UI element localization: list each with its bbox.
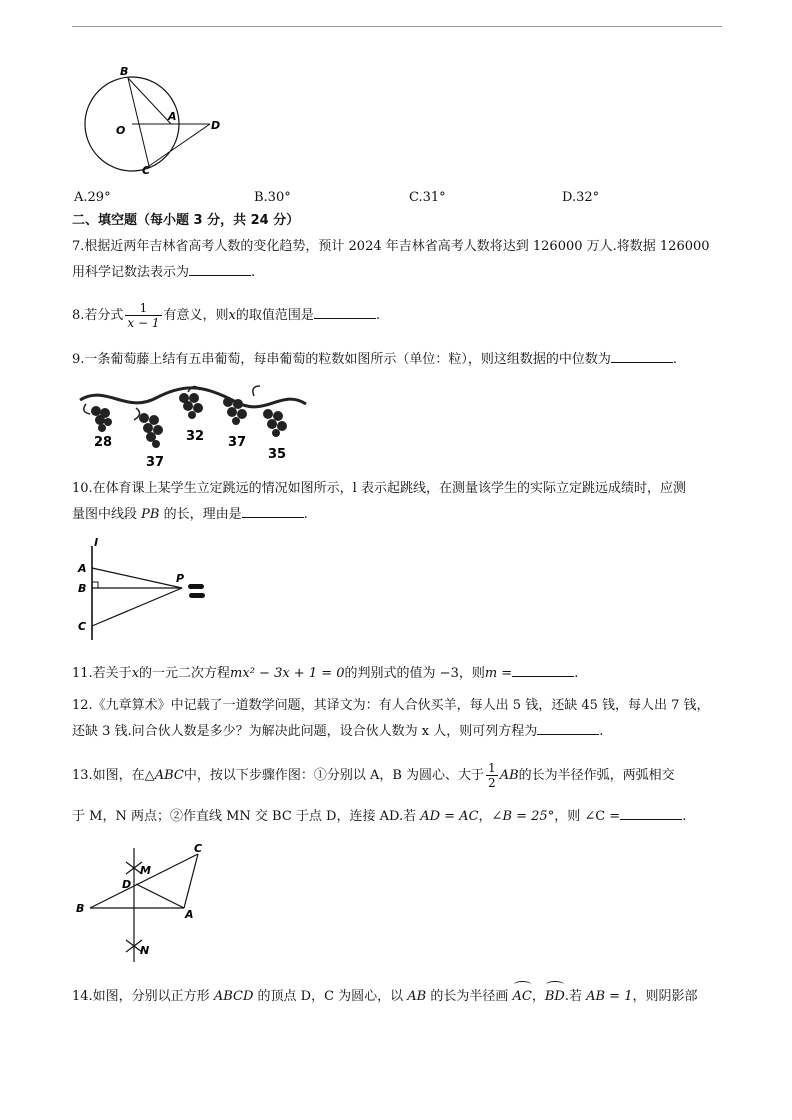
q11-answer-blank [512, 676, 574, 677]
q11-line: 11.若关于x的一元二次方程mx² − 3x + 1 = 0的判别式的值为 −3，则m = . [72, 666, 579, 681]
fig1-label-d: D [211, 119, 221, 132]
fig1-label-b: B [120, 65, 129, 78]
arc-bd: BD [545, 986, 565, 1008]
q10-line2: 量图中线段 PB 的长，理由是 . [72, 507, 308, 522]
fig4-label-d: D [122, 878, 132, 891]
q10-answer-blank [242, 517, 304, 518]
q8-line: 8.若分式 $\frac{1}{x - 1}$ 有意义，则x的取值范围是 . [72, 301, 381, 330]
fig4-label-c: C [194, 842, 203, 855]
segment-da [136, 884, 184, 908]
q9-answer-blank [611, 362, 673, 363]
grape-count-4: 37 [228, 435, 247, 450]
q9-line: 9.一条葡萄藤上结有五串葡萄，每串葡萄的粒数如图所示（单位：粒），则这组数据的中位数为 . [72, 352, 678, 367]
q7-line1: 7.根据近两年吉林省高考人数的变化趋势，预计 2024 年吉林省高考人数将达到 126000 万人.将数据 126000 [72, 239, 710, 254]
grape-count-5: 35 [268, 447, 287, 462]
option-c: C.31° [409, 190, 446, 205]
header-rule [72, 26, 722, 27]
long-jump-figure [72, 536, 222, 644]
segment-cd [149, 124, 210, 166]
q13-answer-blank [620, 819, 682, 820]
fig1-label-c: C [142, 164, 151, 174]
fig4-label-n: N [140, 944, 150, 957]
q7-line2: 用科学记数法表示为 . [72, 265, 256, 280]
q10-line1: 10.在体育课上某学生立定跳远的情况如图所示，l 表示起跳线，在测量该学生的实际立定跳远成绩时，应测 [72, 481, 686, 496]
segment-pc [92, 588, 182, 626]
q13-line1: 13.如图，在△ABC中，按以下步骤作图：①分别以 A，B 为圆心、大于 $\frac{1}{2}$ AB的长为半径作弧，两弧相交 [72, 761, 675, 790]
q8-answer-blank [314, 318, 376, 319]
q12-answer-blank [537, 734, 599, 735]
footprint-2 [189, 593, 205, 598]
section-heading: 二、填空题（每小题 3 分，共 24 分） [72, 213, 300, 228]
grape-vine-figure [76, 378, 312, 470]
q8-fraction: $\frac{1}{x - 1}$ [127, 301, 160, 330]
option-b: B.30° [254, 190, 291, 205]
segment-bc [90, 854, 198, 908]
fig4-label-m: M [140, 864, 151, 877]
fig3-label-c: C [78, 620, 87, 633]
option-a: A.29° [74, 190, 111, 205]
q14-line: 14.如图，分别以正方形 ABCD 的顶点 D，C 为圆心，以 AB 的长为半径画 AC，BD.若 AB = 1，则阴影部 [72, 986, 722, 1008]
grape-bunch-3 [179, 393, 203, 419]
grape-count-3: 32 [186, 429, 205, 444]
fig4-label-b: B [76, 902, 85, 915]
footprint-1 [188, 584, 204, 589]
grape-bunch-5 [263, 409, 287, 437]
segment-ba [128, 78, 171, 124]
right-angle-mark [92, 582, 98, 588]
circle-tangent-figure [76, 62, 226, 174]
fig3-label-p: P [176, 572, 185, 585]
fig3-label-b: B [78, 582, 87, 595]
fig4-label-a: A [185, 908, 194, 921]
grape-count-1: 28 [94, 435, 113, 450]
segment-pa [92, 568, 185, 588]
segment-bc [128, 78, 149, 166]
q13-fraction: $\frac{1}{2}$ [488, 761, 496, 790]
fig1-label-o: O [116, 124, 126, 137]
q13-line2: 于 M，N 两点；②作直线 MN 交 BC 于点 D，连接 AD.若 AD = AC，∠B = 25°，则 ∠C = . [72, 809, 687, 824]
arc-ac: AC [513, 986, 532, 1008]
q12-line1: 12.《九章算术》中记载了一道数学问题，其译文为：有人合伙买羊，每人出 5 钱，还缺 45 钱，每人出 7 钱， [72, 698, 710, 713]
grape-bunch-2 [139, 413, 163, 448]
q7-answer-blank [189, 275, 251, 276]
grape-bunch-1 [91, 406, 112, 432]
perpendicular-bisector-figure [72, 842, 222, 968]
fig3-label-a: A [78, 562, 87, 575]
fig1-label-a: A [168, 110, 177, 123]
fig3-label-l: l [94, 536, 98, 549]
grape-bunch-4 [223, 397, 247, 425]
grape-count-2: 37 [146, 455, 165, 470]
segment-ca [184, 854, 198, 908]
q12-line2: 还缺 3 钱.问合伙人数是多少？为解决此问题，设合伙人数为 x 人，则可列方程为 . [72, 724, 604, 739]
option-d: D.32° [562, 190, 600, 205]
